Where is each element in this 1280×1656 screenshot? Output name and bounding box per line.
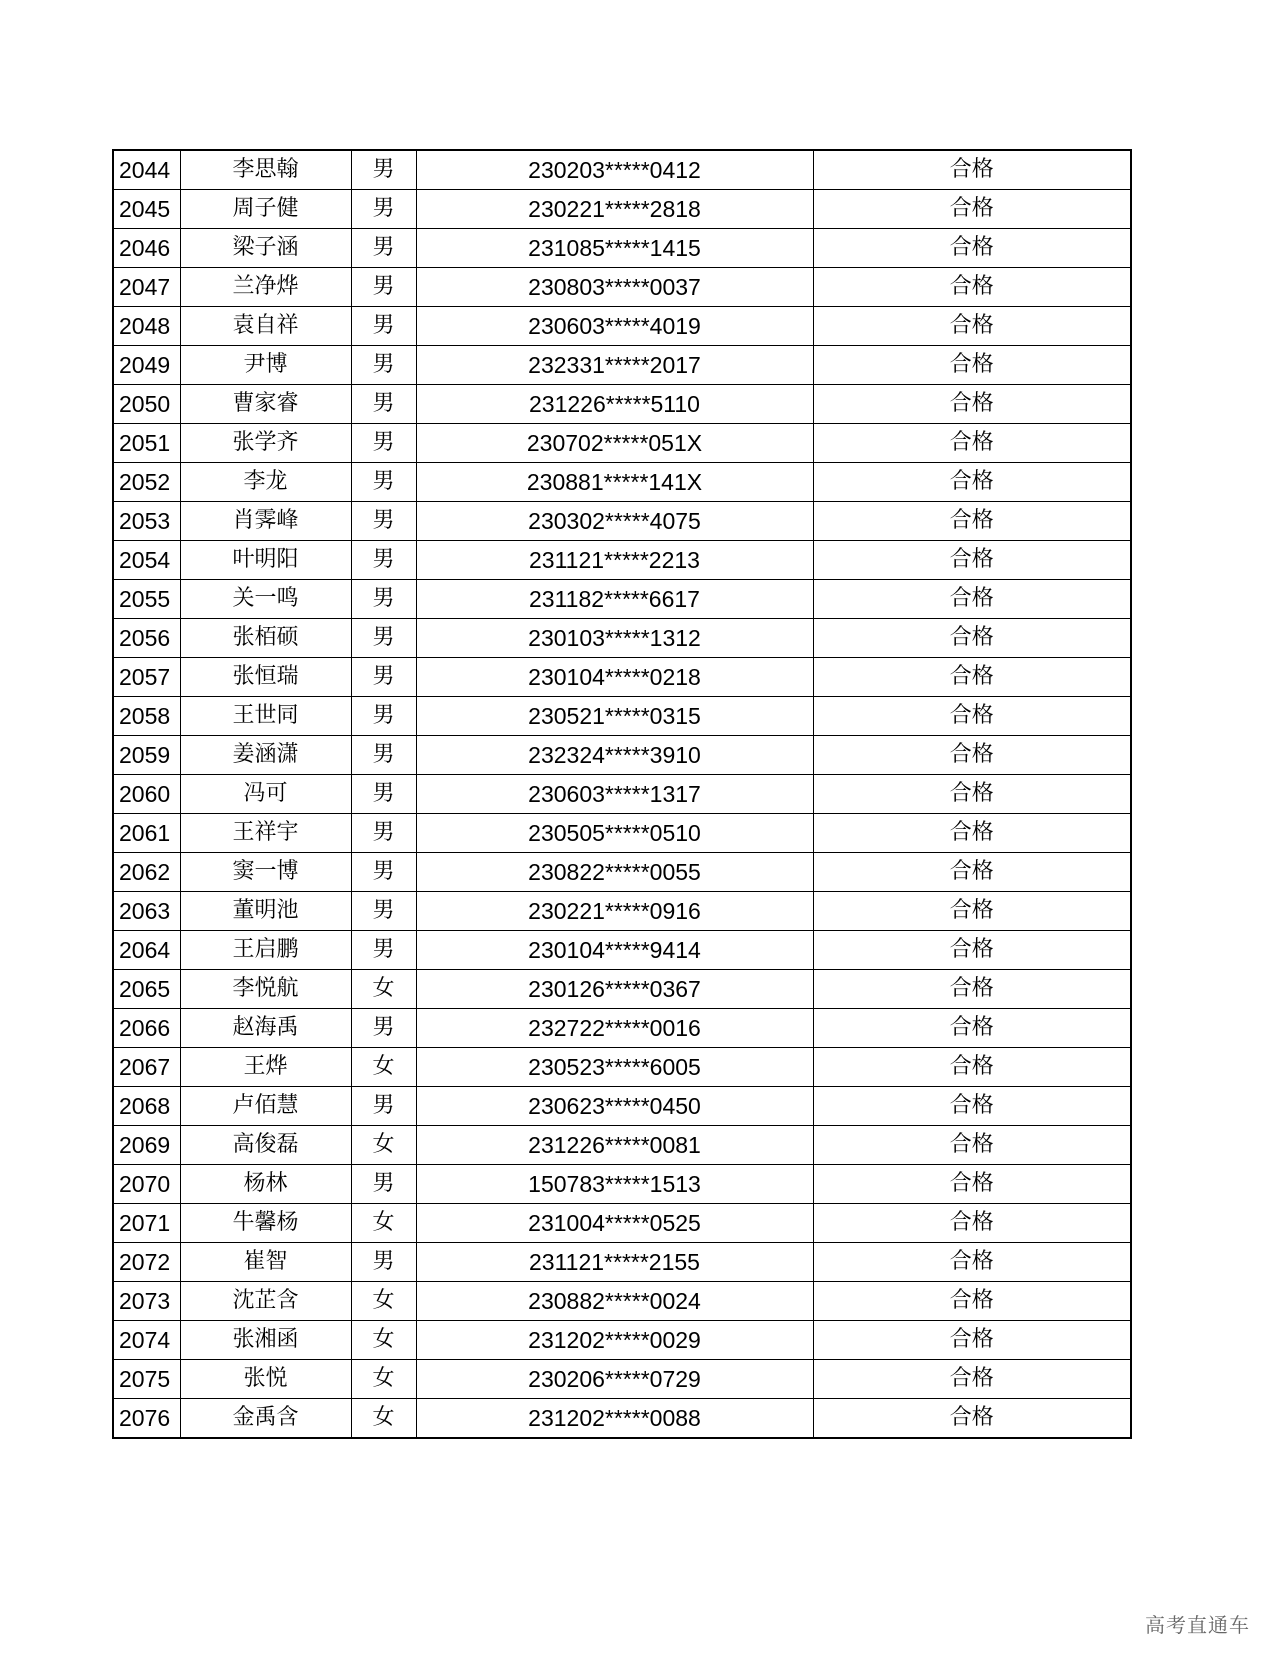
candidate-gender: 男 — [351, 502, 416, 541]
candidate-id-number: 232324*****3910 — [416, 736, 813, 775]
row-number: 2054 — [113, 541, 180, 580]
exam-result: 合格 — [813, 1399, 1131, 1439]
candidate-id-number: 230103*****1312 — [416, 619, 813, 658]
row-number: 2076 — [113, 1399, 180, 1439]
exam-result: 合格 — [813, 931, 1131, 970]
exam-result: 合格 — [813, 1204, 1131, 1243]
candidate-name: 高俊磊 — [180, 1126, 351, 1165]
candidate-gender: 男 — [351, 697, 416, 736]
row-number: 2067 — [113, 1048, 180, 1087]
candidate-gender: 男 — [351, 658, 416, 697]
candidate-gender: 男 — [351, 1165, 416, 1204]
table-row — [113, 1165, 1131, 1204]
row-number: 2075 — [113, 1360, 180, 1399]
row-number: 2064 — [113, 931, 180, 970]
table-row — [113, 814, 1131, 853]
candidate-gender: 女 — [351, 1204, 416, 1243]
row-number: 2065 — [113, 970, 180, 1009]
candidate-id-number: 230302*****4075 — [416, 502, 813, 541]
row-number: 2055 — [113, 580, 180, 619]
exam-result: 合格 — [813, 463, 1131, 502]
candidate-name: 李思翰 — [180, 150, 351, 190]
exam-result: 合格 — [813, 502, 1131, 541]
table-row — [113, 1399, 1131, 1439]
results-table — [112, 149, 1132, 1439]
candidate-name: 冯可 — [180, 775, 351, 814]
watermark-text: 高考直通车 — [1145, 1613, 1250, 1637]
exam-result: 合格 — [813, 1165, 1131, 1204]
candidate-id-number: 230203*****0412 — [416, 150, 813, 190]
candidate-name: 金禹含 — [180, 1399, 351, 1439]
candidate-gender: 男 — [351, 307, 416, 346]
candidate-gender: 女 — [351, 1321, 416, 1360]
exam-result: 合格 — [813, 1126, 1131, 1165]
candidate-gender: 男 — [351, 892, 416, 931]
candidate-gender: 男 — [351, 1009, 416, 1048]
candidate-name: 李悦航 — [180, 970, 351, 1009]
row-number: 2052 — [113, 463, 180, 502]
row-number: 2051 — [113, 424, 180, 463]
row-number: 2046 — [113, 229, 180, 268]
candidate-id-number: 150783*****1513 — [416, 1165, 813, 1204]
row-number: 2053 — [113, 502, 180, 541]
candidate-id-number: 231004*****0525 — [416, 1204, 813, 1243]
exam-result: 合格 — [813, 190, 1131, 229]
exam-result: 合格 — [813, 541, 1131, 580]
candidate-name: 尹博 — [180, 346, 351, 385]
row-number: 2062 — [113, 853, 180, 892]
row-number: 2050 — [113, 385, 180, 424]
table-row — [113, 853, 1131, 892]
candidate-id-number: 230822*****0055 — [416, 853, 813, 892]
candidate-id-number: 231226*****5110 — [416, 385, 813, 424]
table-row — [113, 268, 1131, 307]
table-row — [113, 931, 1131, 970]
exam-result: 合格 — [813, 1360, 1131, 1399]
candidate-gender: 女 — [351, 1048, 416, 1087]
row-number: 2070 — [113, 1165, 180, 1204]
exam-result: 合格 — [813, 814, 1131, 853]
table-row — [113, 346, 1131, 385]
candidate-gender: 男 — [351, 229, 416, 268]
row-number: 2059 — [113, 736, 180, 775]
candidate-gender: 男 — [351, 385, 416, 424]
candidate-name: 李龙 — [180, 463, 351, 502]
candidate-gender: 男 — [351, 1243, 416, 1282]
candidate-id-number: 230623*****0450 — [416, 1087, 813, 1126]
candidate-id-number: 230523*****6005 — [416, 1048, 813, 1087]
candidate-id-number: 230603*****1317 — [416, 775, 813, 814]
row-number: 2056 — [113, 619, 180, 658]
row-number: 2058 — [113, 697, 180, 736]
table-row — [113, 1360, 1131, 1399]
candidate-id-number: 231226*****0081 — [416, 1126, 813, 1165]
candidate-id-number: 230882*****0024 — [416, 1282, 813, 1321]
row-number: 2060 — [113, 775, 180, 814]
candidate-gender: 女 — [351, 1126, 416, 1165]
candidate-name: 关一鸣 — [180, 580, 351, 619]
candidate-id-number: 230505*****0510 — [416, 814, 813, 853]
candidate-name: 王祥宇 — [180, 814, 351, 853]
exam-result: 合格 — [813, 892, 1131, 931]
row-number: 2069 — [113, 1126, 180, 1165]
candidate-gender: 男 — [351, 150, 416, 190]
table-row — [113, 463, 1131, 502]
candidate-id-number: 230881*****141X — [416, 463, 813, 502]
table-row — [113, 892, 1131, 931]
exam-result: 合格 — [813, 1087, 1131, 1126]
candidate-name: 兰净烨 — [180, 268, 351, 307]
candidate-name: 赵海禹 — [180, 1009, 351, 1048]
exam-result: 合格 — [813, 307, 1131, 346]
candidate-name: 张恒瑞 — [180, 658, 351, 697]
candidate-name: 肖霁峰 — [180, 502, 351, 541]
candidate-gender: 男 — [351, 346, 416, 385]
candidate-gender: 女 — [351, 970, 416, 1009]
table-row — [113, 541, 1131, 580]
candidate-id-number: 231121*****2155 — [416, 1243, 813, 1282]
candidate-name: 沈芷含 — [180, 1282, 351, 1321]
candidate-gender: 男 — [351, 736, 416, 775]
candidate-gender: 男 — [351, 619, 416, 658]
row-number: 2061 — [113, 814, 180, 853]
exam-result: 合格 — [813, 736, 1131, 775]
row-number: 2048 — [113, 307, 180, 346]
candidate-id-number: 230221*****0916 — [416, 892, 813, 931]
candidate-gender: 男 — [351, 463, 416, 502]
exam-result: 合格 — [813, 775, 1131, 814]
candidate-id-number: 230803*****0037 — [416, 268, 813, 307]
exam-result: 合格 — [813, 229, 1131, 268]
exam-result: 合格 — [813, 1282, 1131, 1321]
candidate-gender: 男 — [351, 424, 416, 463]
candidate-gender: 男 — [351, 1087, 416, 1126]
candidate-id-number: 230104*****0218 — [416, 658, 813, 697]
candidate-id-number: 230206*****0729 — [416, 1360, 813, 1399]
candidate-gender: 女 — [351, 1360, 416, 1399]
row-number: 2074 — [113, 1321, 180, 1360]
row-number: 2045 — [113, 190, 180, 229]
candidate-id-number: 231121*****2213 — [416, 541, 813, 580]
exam-result: 合格 — [813, 853, 1131, 892]
candidate-name: 张栢硕 — [180, 619, 351, 658]
candidate-gender: 男 — [351, 541, 416, 580]
table-row — [113, 1087, 1131, 1126]
candidate-name: 王烨 — [180, 1048, 351, 1087]
exam-result: 合格 — [813, 1048, 1131, 1087]
candidate-id-number: 232722*****0016 — [416, 1009, 813, 1048]
row-number: 2044 — [113, 150, 180, 190]
exam-result: 合格 — [813, 580, 1131, 619]
row-number: 2057 — [113, 658, 180, 697]
table-row — [113, 307, 1131, 346]
candidate-name: 姜涵潇 — [180, 736, 351, 775]
exam-result: 合格 — [813, 658, 1131, 697]
candidate-gender: 男 — [351, 853, 416, 892]
candidate-name: 卢佰慧 — [180, 1087, 351, 1126]
table-row — [113, 619, 1131, 658]
candidate-id-number: 230702*****051X — [416, 424, 813, 463]
candidate-name: 杨林 — [180, 1165, 351, 1204]
table-row — [113, 385, 1131, 424]
candidate-id-number: 231202*****0029 — [416, 1321, 813, 1360]
candidate-name: 崔智 — [180, 1243, 351, 1282]
candidate-name: 王世同 — [180, 697, 351, 736]
table-row — [113, 1204, 1131, 1243]
table-row — [113, 1126, 1131, 1165]
table-row — [113, 229, 1131, 268]
results-table-body — [113, 150, 1131, 1438]
row-number: 2066 — [113, 1009, 180, 1048]
row-number: 2071 — [113, 1204, 180, 1243]
candidate-name: 牛馨杨 — [180, 1204, 351, 1243]
exam-result: 合格 — [813, 697, 1131, 736]
table-row — [113, 1282, 1131, 1321]
table-row — [113, 150, 1131, 190]
candidate-name: 窦一博 — [180, 853, 351, 892]
candidate-gender: 男 — [351, 190, 416, 229]
candidate-id-number: 230603*****4019 — [416, 307, 813, 346]
table-row — [113, 424, 1131, 463]
candidate-name: 张悦 — [180, 1360, 351, 1399]
table-row — [113, 775, 1131, 814]
candidate-name: 叶明阳 — [180, 541, 351, 580]
candidate-gender: 男 — [351, 931, 416, 970]
candidate-name: 周子健 — [180, 190, 351, 229]
exam-result: 合格 — [813, 1009, 1131, 1048]
table-row — [113, 970, 1131, 1009]
row-number: 2068 — [113, 1087, 180, 1126]
table-row — [113, 1321, 1131, 1360]
candidate-name: 曹家睿 — [180, 385, 351, 424]
candidate-name: 张学齐 — [180, 424, 351, 463]
row-number: 2073 — [113, 1282, 180, 1321]
candidate-id-number: 230521*****0315 — [416, 697, 813, 736]
row-number: 2072 — [113, 1243, 180, 1282]
candidate-name: 梁子涵 — [180, 229, 351, 268]
candidate-gender: 男 — [351, 814, 416, 853]
candidate-gender: 男 — [351, 268, 416, 307]
candidate-name: 张湘函 — [180, 1321, 351, 1360]
row-number: 2047 — [113, 268, 180, 307]
candidate-gender: 女 — [351, 1399, 416, 1439]
table-row — [113, 1243, 1131, 1282]
candidate-gender: 女 — [351, 1282, 416, 1321]
exam-result: 合格 — [813, 385, 1131, 424]
exam-result: 合格 — [813, 268, 1131, 307]
candidate-gender: 男 — [351, 775, 416, 814]
candidate-id-number: 231202*****0088 — [416, 1399, 813, 1439]
exam-result: 合格 — [813, 619, 1131, 658]
table-row — [113, 1048, 1131, 1087]
exam-result: 合格 — [813, 1321, 1131, 1360]
candidate-id-number: 230104*****9414 — [416, 931, 813, 970]
candidate-id-number: 230221*****2818 — [416, 190, 813, 229]
candidate-id-number: 231182*****6617 — [416, 580, 813, 619]
candidate-gender: 男 — [351, 580, 416, 619]
exam-result: 合格 — [813, 424, 1131, 463]
exam-result: 合格 — [813, 970, 1131, 1009]
exam-result: 合格 — [813, 1243, 1131, 1282]
candidate-name: 王启鹏 — [180, 931, 351, 970]
row-number: 2063 — [113, 892, 180, 931]
table-row — [113, 658, 1131, 697]
candidate-id-number: 231085*****1415 — [416, 229, 813, 268]
table-row — [113, 580, 1131, 619]
exam-result: 合格 — [813, 150, 1131, 190]
table-row — [113, 190, 1131, 229]
exam-result: 合格 — [813, 346, 1131, 385]
candidate-name: 袁自祥 — [180, 307, 351, 346]
row-number: 2049 — [113, 346, 180, 385]
candidate-name: 董明池 — [180, 892, 351, 931]
candidate-id-number: 230126*****0367 — [416, 970, 813, 1009]
candidate-id-number: 232331*****2017 — [416, 346, 813, 385]
table-row — [113, 1009, 1131, 1048]
table-row — [113, 736, 1131, 775]
table-row — [113, 502, 1131, 541]
table-row — [113, 697, 1131, 736]
